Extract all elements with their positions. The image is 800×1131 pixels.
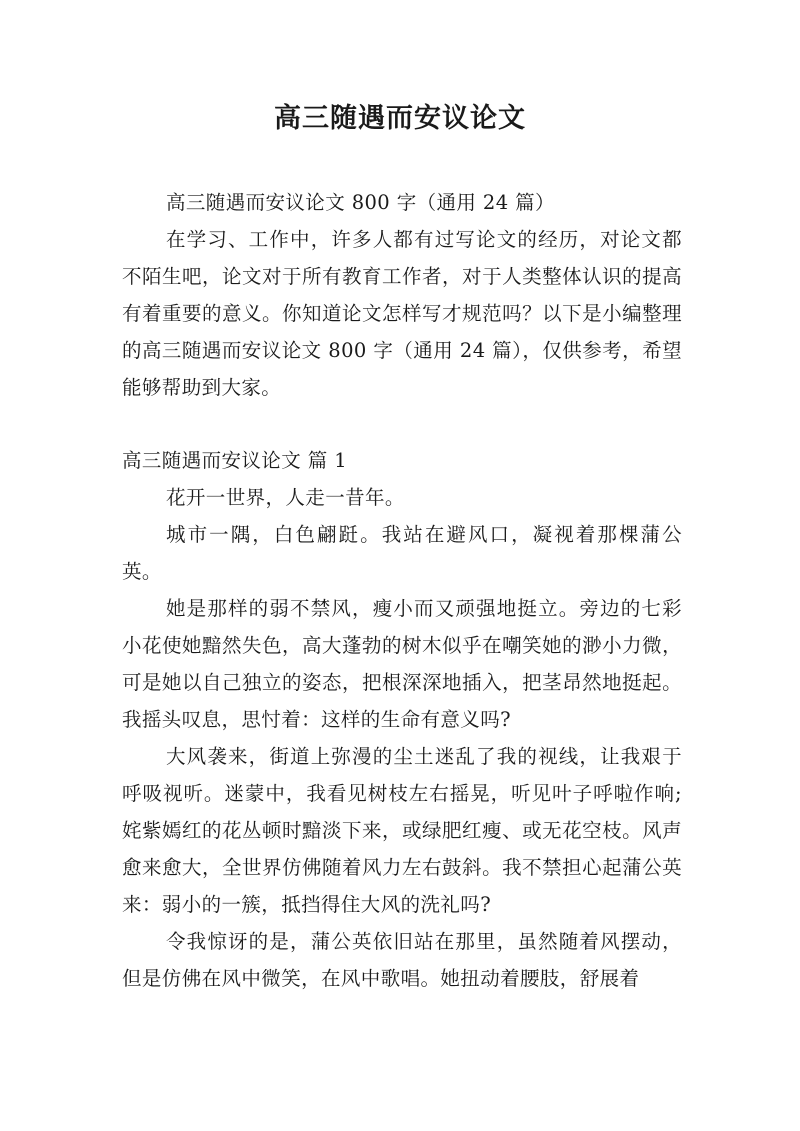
document-subtitle: 高三随遇而安议论文 800 字（通用 24 篇） [166,191,555,214]
section-heading: 高三随遇而安议论文 篇 1 [122,449,348,472]
body-paragraph: 她是那样的弱不禁风，瘦小而又顽强地挺立。旁边的七彩小花使她黯然失色，高大蓬勃的树木似乎在嘲笑她的渺小力微，可是她以自己独立的姿态，把根深深地插入，把茎昂然地挺起。我摇头叹息，思忖着：这样的生命有意义吗? [122,597,682,731]
body-paragraph: 花开一世界，人走一昔年。 [166,486,405,509]
body-paragraph: 大风袭来，街道上弥漫的尘土迷乱了我的视线，让我艰于呼吸视听。迷蒙中，我看见树枝左右摇晃，听见叶子呼啦作响;姹紫嫣红的花丛顿时黯淡下来，或绿肥红瘦、或无花空枝。风声愈来愈大，全世界仿佛随着风力左右鼓斜。我不禁担心起蒲公英来：弱小的一簇，抵挡得住大风的洗礼吗? [122,745,682,916]
body-paragraph: 城市一隅，白色翩跹。我站在避风口，凝视着那棵蒲公英。 [122,523,682,583]
body-paragraph: 令我惊讶的是，蒲公英依旧站在那里，虽然随着风摆动，但是仿佛在风中微笑，在风中歌唱。她扭动着腰肢，舒展着 [122,930,682,990]
document-body [122,184,682,997]
intro-paragraph: 在学习、工作中，许多人都有过写论文的经历，对论文都不陌生吧，论文对于所有教育工作者，对于人类整体认识的提高有着重要的意义。你知道论文怎样写才规范吗？以下是小编整理的高三随遇而安议论文 800 字（通用 24 篇），仅供参考，希望能够帮助到大家。 [122,228,682,399]
section-spacer [122,406,682,442]
document-title: 高三随遇而安议论文 [274,103,526,134]
